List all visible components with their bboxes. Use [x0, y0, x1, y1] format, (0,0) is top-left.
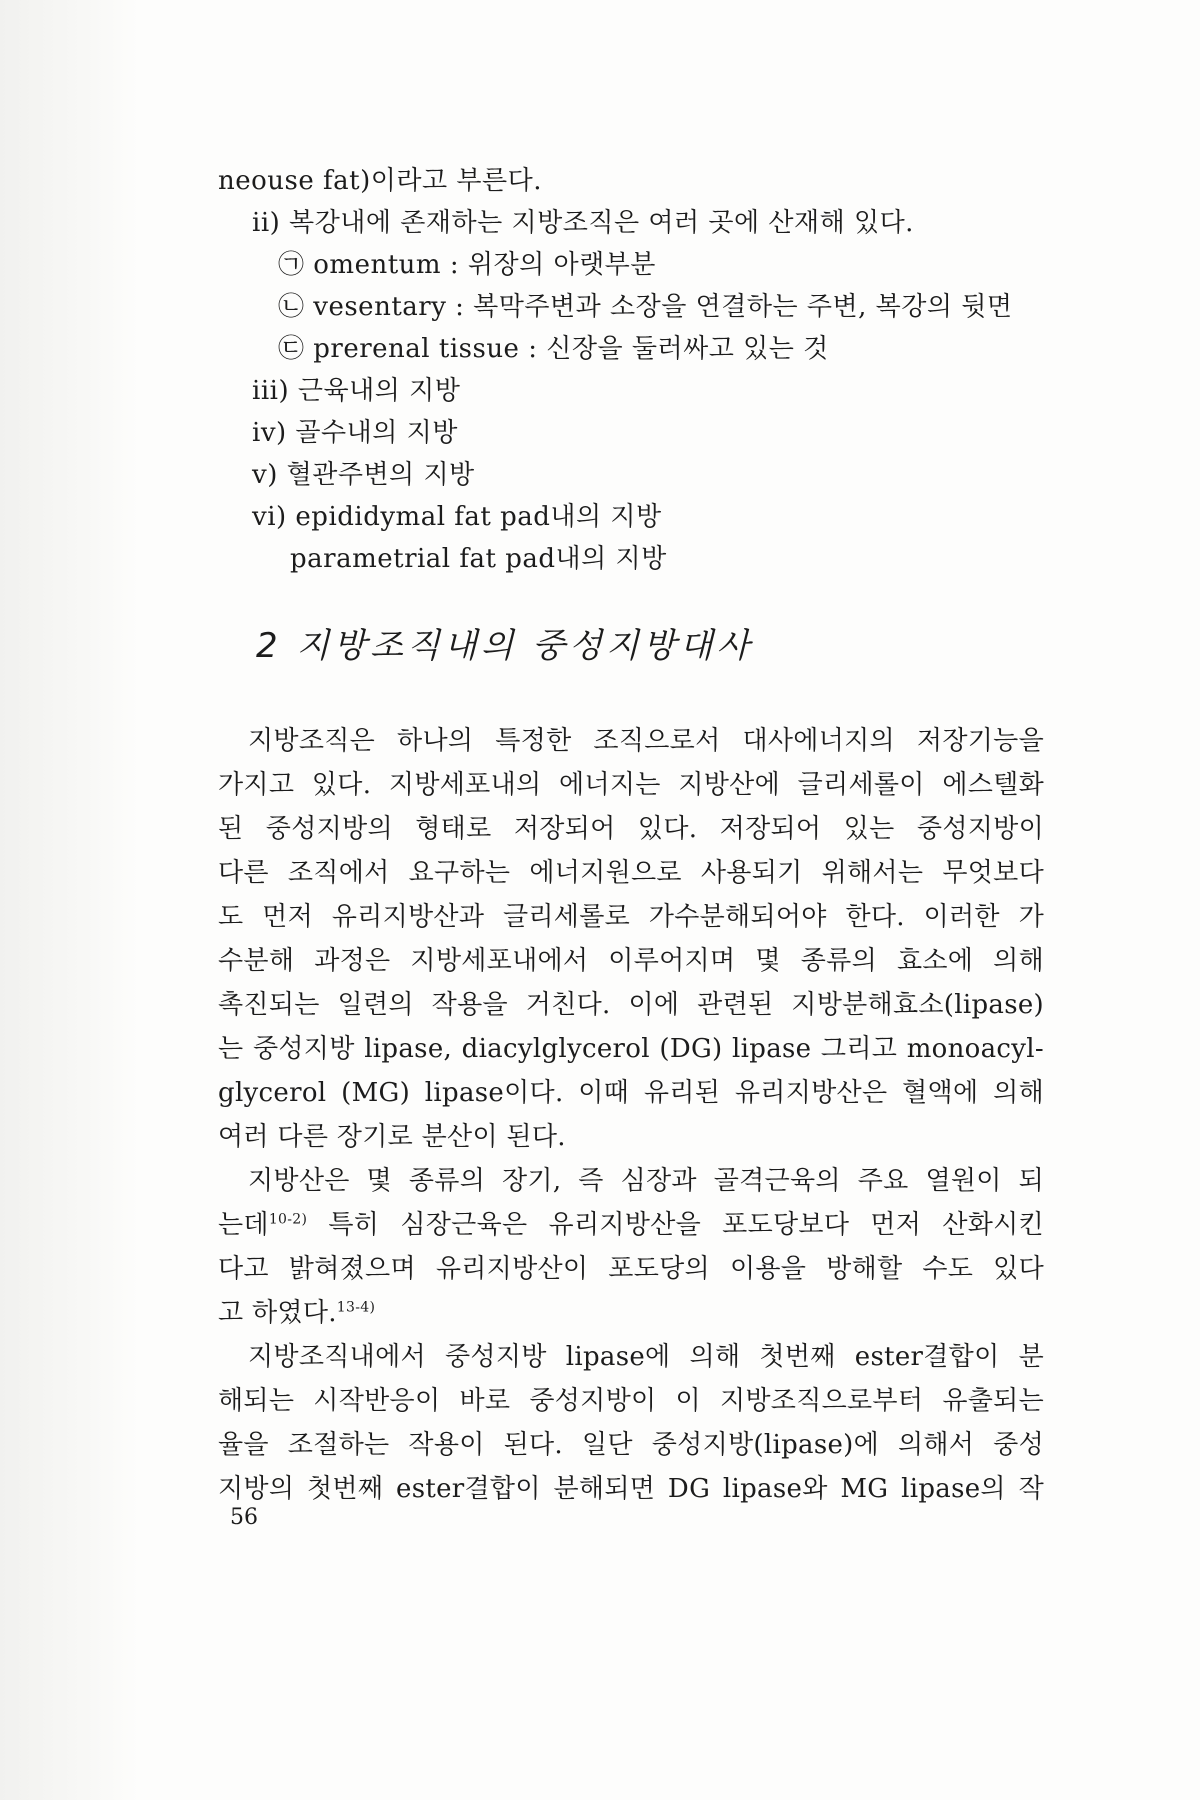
paragraph-line-with-ref	[218, 1203, 1044, 1247]
paragraph-line: 촉진되는 일련의 작용을 거친다. 이에 관련된 지방분해효소(lipase)	[218, 990, 1044, 1020]
list-item-vi: vi) epididymal fat pad내의 지방	[252, 502, 662, 532]
list-item-v: v) 혈관주변의 지방	[252, 460, 475, 490]
text-fragment: 는데	[218, 1210, 269, 1240]
sub-item-prerenal: ㉢ prerenal tissue : 신장을 둘러싸고 있는 것	[278, 334, 829, 364]
paragraph-line: 지방조직은 하나의 특정한 조직으로서 대사에너지의 저장기능을	[248, 726, 1044, 756]
paragraph-2	[218, 1159, 1044, 1335]
page-body	[218, 160, 1044, 1511]
list-item-iii: iii) 근육내의 지방	[252, 376, 461, 406]
paragraph-line: 가지고 있다. 지방세포내의 에너지는 지방산에 글리세롤이 에스텔화	[218, 770, 1044, 800]
paragraph-line: 는 중성지방 lipase, diacylglycerol (DG) lipase 그리고 monoacyl-	[218, 1034, 1044, 1064]
sub-item-vesentary: ㉡ vesentary : 복막주변과 소장을 연결하는 주변, 복강의 뒷면	[278, 292, 1013, 322]
paragraph-1	[218, 719, 1044, 1159]
citation-ref: 10-2)	[268, 1211, 308, 1228]
list-item-ii: ii) 복강내에 존재하는 지방조직은 여러 곳에 산재해 있다.	[252, 208, 914, 238]
paragraph-line: 수분해 과정은 지방세포내에서 이루어지며 몇 종류의 효소에 의해	[218, 946, 1044, 976]
paragraph-line: 다른 조직에서 요구하는 에너지원으로 사용되기 위해서는 무엇보다	[218, 858, 1044, 888]
paragraph-line: 해되는 시작반응이 바로 중성지방이 이 지방조직으로부터 유출되는	[218, 1386, 1044, 1416]
citation-ref: 13-4)	[336, 1299, 376, 1316]
paragraph-line: 지방의 첫번째 ester결합이 분해되면 DG lipase와 MG lipase의 작	[218, 1474, 1044, 1504]
paragraph-line: 도 먼저 유리지방산과 글리세롤로 가수분해되어야 한다. 이러한 가	[218, 902, 1044, 932]
paragraph-line: 다고 밝혀졌으며 유리지방산이 포도당의 이용을 방해할 수도 있다	[218, 1254, 1044, 1284]
text-fragment: 특히 심장근육은 유리지방산을 포도당보다 먼저 산화시킨	[307, 1210, 1044, 1240]
paragraph-line: 지방산은 몇 종류의 장기, 즉 심장과 골격근육의 주요 열원이 되	[248, 1166, 1044, 1196]
page-number: 56	[230, 1505, 258, 1530]
paragraph-line: 지방조직내에서 중성지방 lipase에 의해 첫번째 ester결합이 분	[248, 1342, 1044, 1372]
sub-item-omentum: ㉠ omentum : 위장의 아랫부분	[278, 250, 656, 280]
paragraph-line: 된 중성지방의 형태로 저장되어 있다. 저장되어 있는 중성지방이	[218, 814, 1044, 844]
paragraph-line: 여러 다른 장기로 분산이 된다.	[218, 1122, 566, 1152]
list-item-vi-continuation: parametrial fat pad내의 지방	[290, 544, 667, 574]
paragraph-line: glycerol (MG) lipase이다. 이때 유리된 유리지방산은 혈액에 의해	[218, 1078, 1044, 1108]
section-heading: 2 지방조직내의 중성지방대사	[256, 626, 754, 666]
paragraph-line: 율을 조절하는 작용이 된다. 일단 중성지방(lipase)에 의해서 중성	[218, 1430, 1044, 1460]
list-item-iv: iv) 골수내의 지방	[252, 418, 458, 448]
paragraph-3	[218, 1335, 1044, 1511]
paragraph-line-with-ref	[218, 1291, 1044, 1335]
text-fragment: 고 하였다.	[218, 1298, 337, 1328]
list-continuation-line: neouse fat)이라고 부른다.	[218, 166, 542, 196]
